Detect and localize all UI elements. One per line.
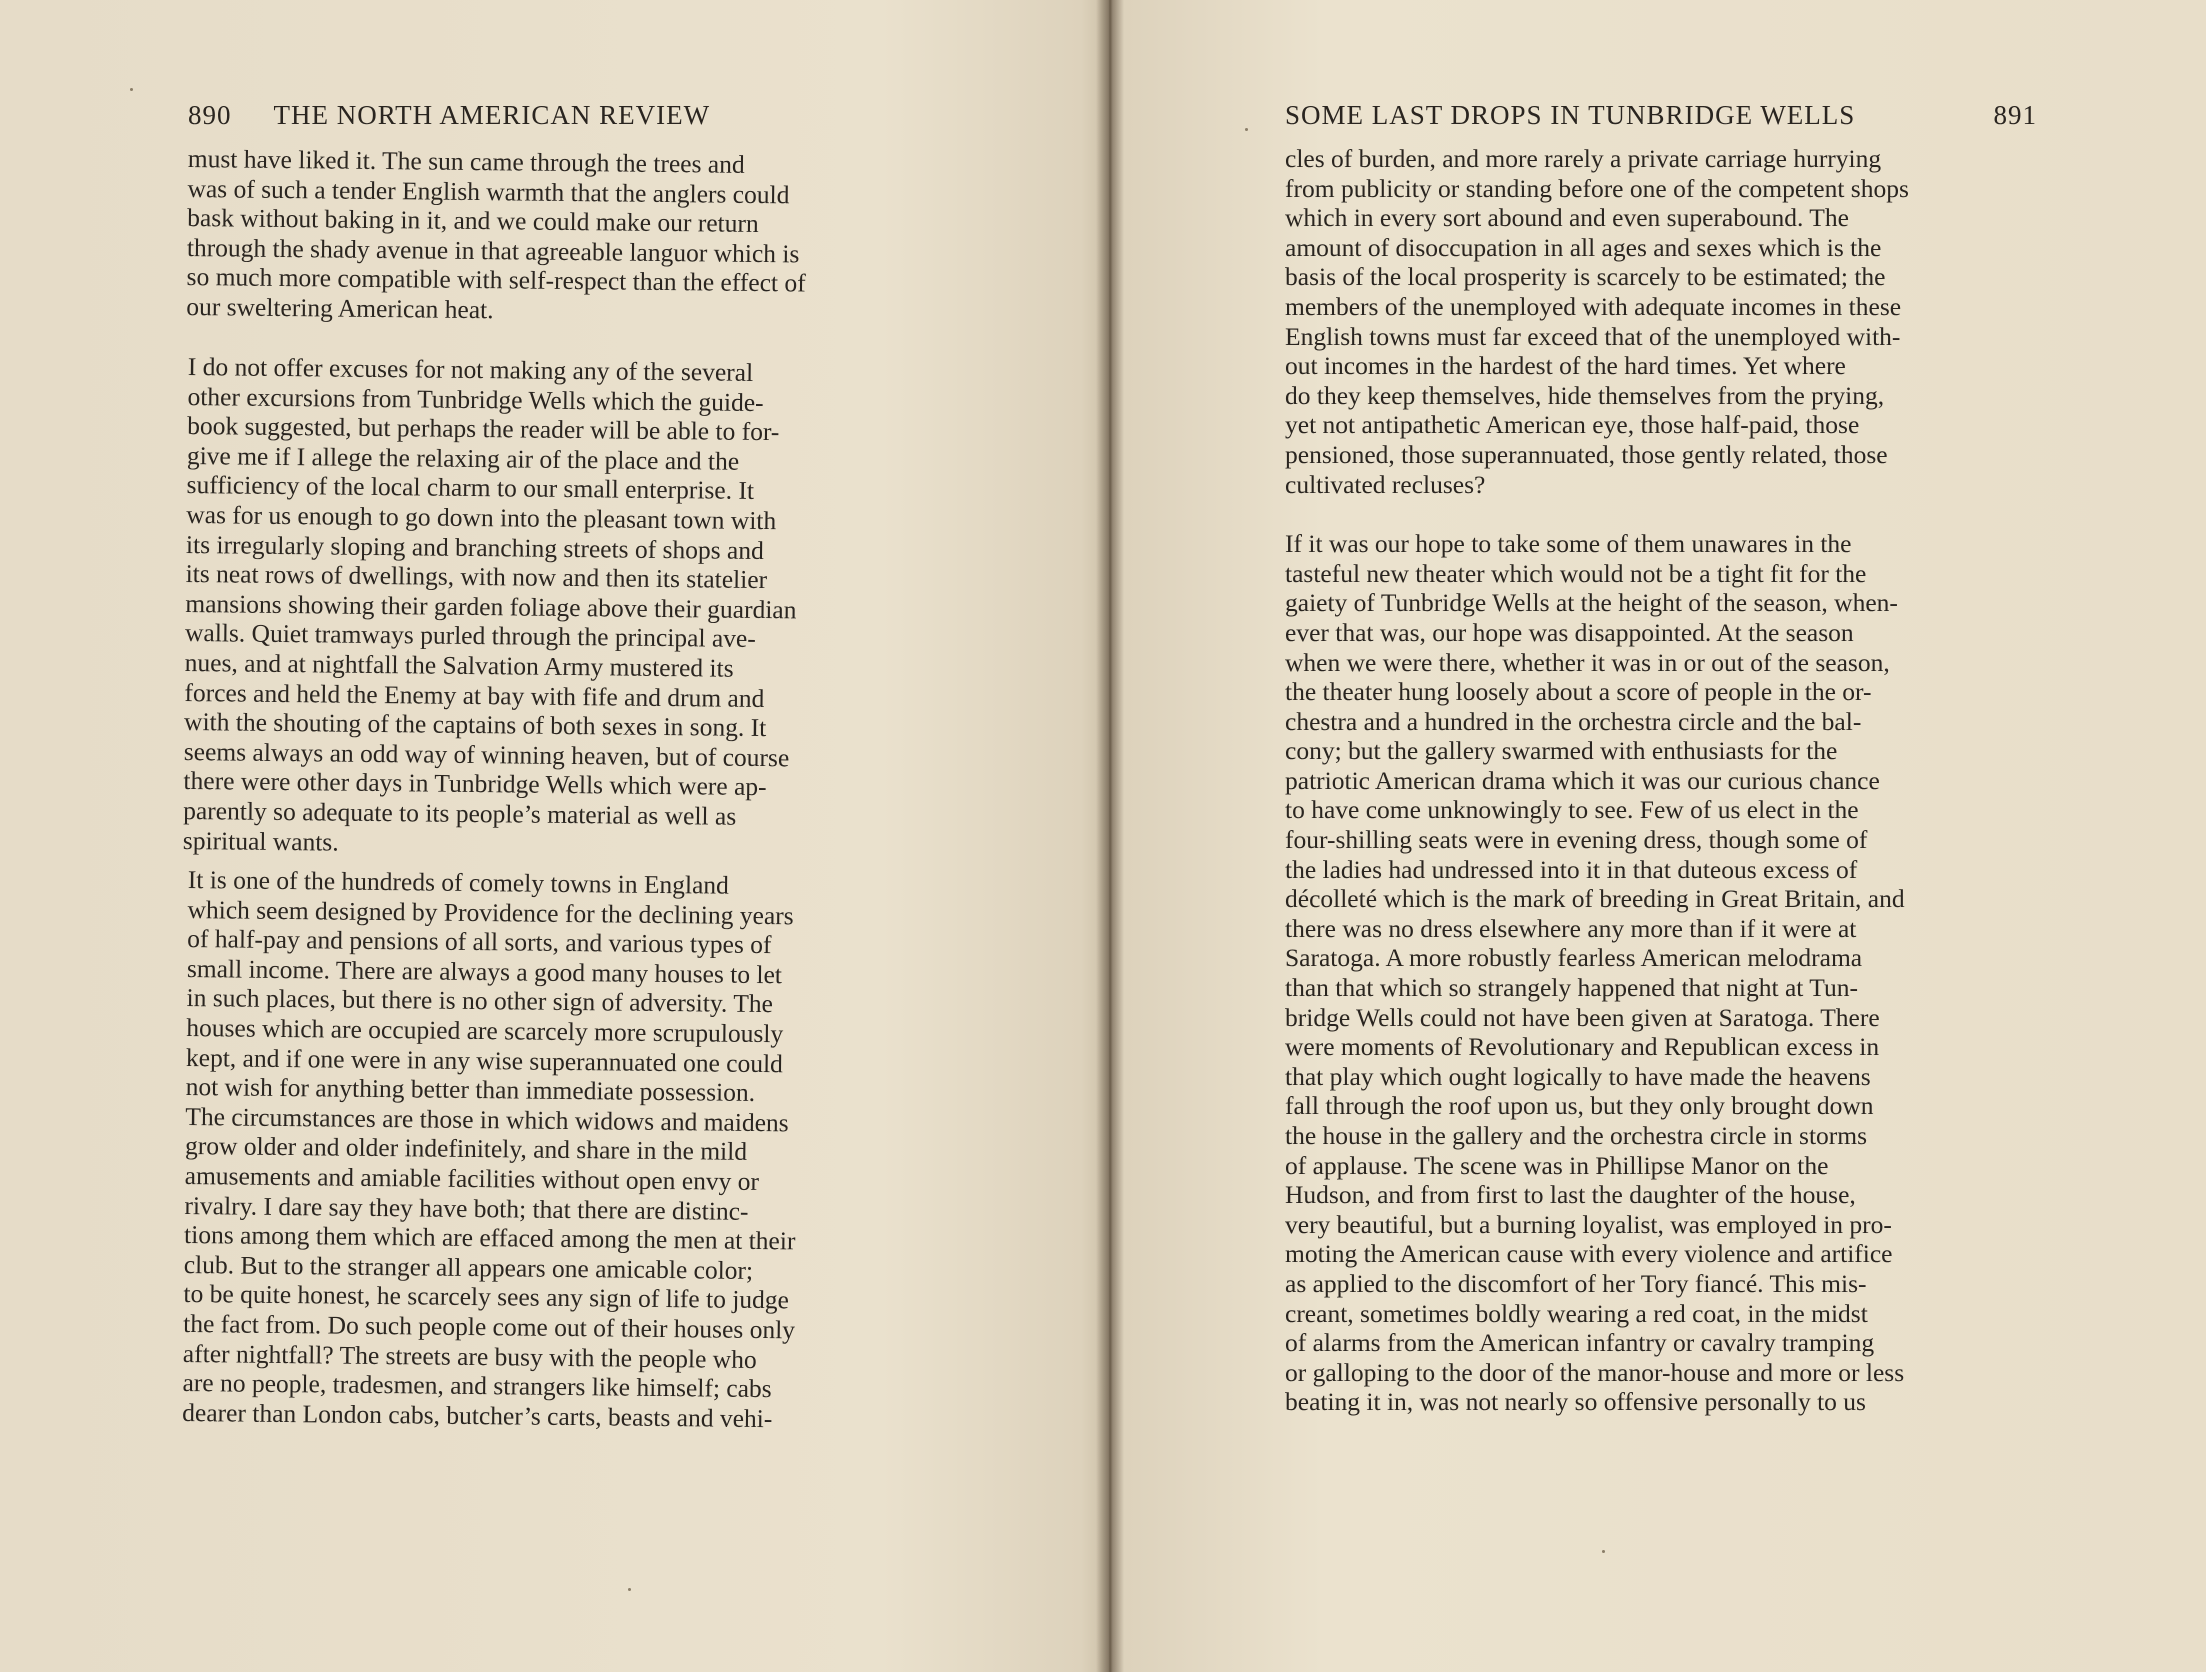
paper-speck — [1602, 1550, 1605, 1553]
left-paragraph-2: I do not offer excuses for not making any of the several other excursions from Tunbridge Wells which the guide- book suggested, but perhaps the reader will be able to for- give me if I allege the relaxing air of the place and the sufficiency of the local charm to our small enterprise. It was for us enough to go down into the pleasant town with its irregularly sloping and branching streets of shops and its neat rows of dwellings, with now and then its statelier mansions showing their garden foliage above their guardian walls. Quiet tramways purled through the principal ave- nues, and at nightfall the Salvation Army mustered its forces and held the Enemy at bay with fife and drum and with the shouting of the captains of both sexes in song. It seems always an odd way of winning heaven, but of course there were other days in Tunbridge Wells which were ap- parently so adequate to its people’s material as well as spiritual wants. — [182, 351, 797, 856]
left-running-title: THE NORTH AMERICAN REVIEW — [273, 100, 711, 130]
paper-speck — [1245, 128, 1248, 131]
right-page-number: 891 — [1993, 100, 2037, 130]
right-paragraph-1: cles of burden, and more rarely a private carriage hurrying from publicity or standing before one of the competent shops which in every sort abound and even superabound. The amount of disoccupation in all ages and sexes which is the basis of the local prosperity is scarcely to be estimated; the members of the unemployed with adequate incomes in these English towns must far exceed that of the unemployed with- out incomes in the hardest of the hard times. Yet where do they keep themselves, hide themselves from the prying, yet not antipathetic American eye, those half-paid, those pensioned, those superannuated, those gently related, those cultivated recluses? — [1285, 144, 1909, 499]
left-paragraph-1: must have liked it. The sun came through the trees and was of such a tender English warmth that the anglers could bask without baking in it, and we could make our return through the shady avenue in that agreeable languor which is so much more compatible with self-respect than the effect of our sweltering American heat. — [186, 144, 806, 325]
right-page — [1285, 100, 2037, 1417]
paper-speck — [628, 1588, 631, 1591]
left-page — [182, 100, 948, 1433]
right-running-title: SOME LAST DROPS IN TUNBRIDGE WELLS — [1285, 100, 1856, 130]
book-gutter — [1096, 0, 1124, 1672]
left-paragraph-3: It is one of the hundreds of comely towns in England which seem designed by Providence for the declining years of half-pay and pensions of all sorts, and various types of small income. There are always a good many houses to let in such places, but there is no other sign of adversity. The houses which are occupied are scarcely more scrupulously kept, and if one were in any wise superannuated one could not wish for anything better than immediate possession. The circumstances are those in which widows and maidens grow older and older indefinitely, and share in the mild amusements and amiable facilities without open envy or rivalry. I dare say they have both; that there are distinc- tions among them which are effaced among the men at their club. But to the stranger all appears one amicable color; to be quite honest, he scarcely sees any sign of life to judge the fact from. Do such people come out of their houses only after nightfall? The streets are busy with the people who are no people, tradesmen, and strangers like himself; cabs dearer than London cabs, butcher’s carts, beasts and vehi- — [182, 864, 796, 1433]
left-running-head — [188, 100, 948, 140]
left-page-number: 890 — [188, 100, 232, 130]
paper-speck — [130, 88, 133, 91]
right-paragraph-2: If it was our hope to take some of them unawares in the tasteful new theater which would not be a tight fit for the gaiety of Tunbridge Wells at the height of the season, when- ever that was, our hope was disappointed. At the season when we were there, whether it was in or out of the season, the theater hung loosely about a score of people in the or- chestra and a hundred in the orchestra circle and the bal- cony; but the gallery swarmed with enthusiasts for the patriotic American drama which it was our curious chance to have come unknowingly to see. Few of us elect in the four-shilling seats were in evening dress, though some of the ladies had undressed into it in that duteous excess of décolleté which is the mark of breeding in Great Britain, and there was no dress elsewhere any more than if it were at Saratoga. A more robustly fearless American melodrama than that which so strangely happened that night at Tun- bridge Wells could not have been given at Saratoga. There were moments of Revolutionary and Republican excess in that play which ought logically to have made the heavens fall through the roof upon us, but they only brought down the house in the gallery and the orchestra circle in storms of applause. The scene was in Phillipse Manor on the Hudson, and from first to last the daughter of the house, very beautiful, but a burning loyalist, was employed in pro- moting the American cause with every violence and artifice as applied to the discomfort of her Tory fiancé. This mis- creant, sometimes boldly wearing a red coat, in the midst of alarms from the American infantry or cavalry tramping or galloping to the door of the manor-house and more or less beating it in, was not nearly so offensive personally to us — [1285, 529, 1905, 1417]
right-running-head — [1285, 100, 2037, 140]
